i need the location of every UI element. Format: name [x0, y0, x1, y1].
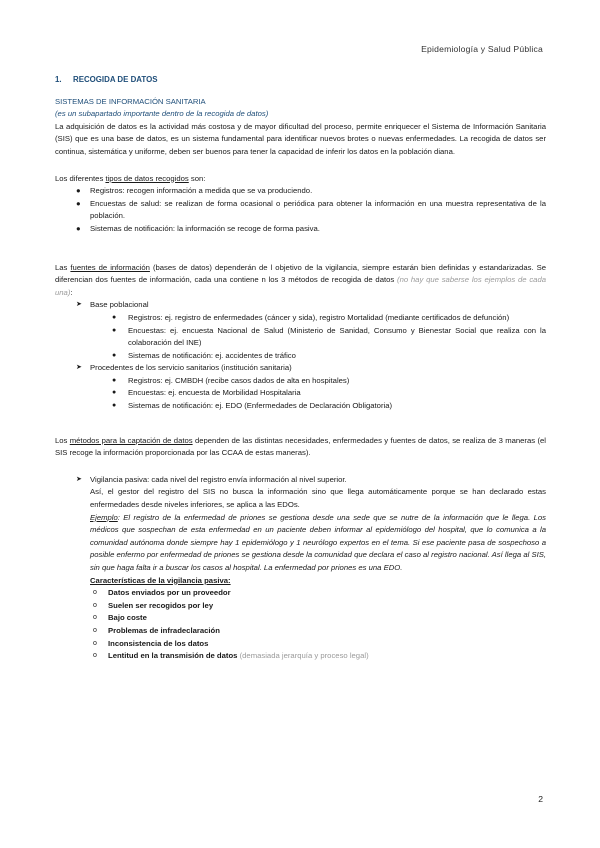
circle-bullet-icon: o	[93, 614, 97, 622]
page-header: Epidemiología y Salud Pública	[421, 44, 543, 54]
list-item: o Lentitud en la transmisión de datos (demasiada jerarquía y proceso legal)	[55, 650, 546, 663]
list-item: ● Sistemas de notificación: ej. EDO (Enfermedades de Declaración Obligatoria)	[55, 400, 546, 413]
circle-bullet-icon: o	[93, 589, 97, 597]
fuentes-paragraph: Las fuentes de información (bases de datos) dependerán de l objetivo de la vigilancia, siempre estarán bien definidas y estandarizadas. Se diferencian dos fuentes de información, cada una contiene n los 3 métodos de recogida de datos (no hay que saberse los ejemplos de cada una):	[55, 262, 546, 297]
circle-bullet-icon: o	[93, 639, 97, 647]
bullet-icon: ●	[112, 313, 117, 321]
document-body	[55, 74, 546, 663]
caract-list	[55, 587, 546, 663]
intro-paragraph: La adquisición de datos es la actividad más costosa y de mayor dificultad del proceso, permite enriquecer el Sistema de Información Sanitaria (SIS) que es una base de datos, es un sistema fundamental para identificar nuevos brotes o nuevas enfermedades. La recogida de datos ser continua, sistemática y uniforme, deben ser buenos para tener la capacidad de inferir los datos en la población diana.	[55, 121, 546, 156]
circle-bullet-icon: o	[93, 626, 97, 634]
bullet-icon: ●	[112, 351, 117, 359]
list-item: o Datos enviados por un proveedor	[55, 587, 546, 600]
arrow-icon: ➤	[76, 475, 82, 483]
list-item: ● Encuestas de salud: se realizan de forma ocasional o periódica para obtener la información en una muestra representativa de la población.	[76, 198, 546, 221]
list-item	[55, 474, 546, 487]
tipos-intro: Los diferentes tipos de datos recogidos son:	[55, 173, 206, 183]
caract-title: Características de la vigilancia pasiva:	[90, 575, 231, 585]
pasiva-list	[55, 474, 546, 487]
fuentes-note: (no hay que saberse los ejemplos de cada una)	[55, 275, 546, 297]
circle-bullet-icon: o	[93, 652, 97, 660]
sub-list	[55, 312, 546, 362]
pasiva-description: Así, el gestor del registro del SIS no busca la información sino que llega automáticamente porque se han declarado estas enfermedades desde niveles inferiores, se aplica a las EDOs.	[90, 487, 546, 510]
list-item: ● Sistemas de notificación: ej. accidentes de tráfico	[55, 350, 546, 363]
list-item: ● Encuestas: ej. encuesta de Morbilidad Hospitalaria	[55, 387, 546, 400]
list-item: o Bajo coste	[55, 612, 546, 625]
list-item: ● Encuestas: ej. encuesta Nacional de Salud (Ministerio de Sanidad, Consumo y Bienestar Social que realiza con la colaboración del INE)	[112, 325, 546, 348]
list-item: ➤ Base poblacional ● Registros: ej. registro de enfermedades (cáncer y sida), registro Mortalidad (mediante certificados de defunción) ● Encuestas: ej. encuesta Nacional de Salud (Ministerio de Sanidad, Consumo y Bienestar Social que realiza con la colaboración del INE) ● Sistemas de notificación: ej. accidentes de tráfico	[55, 299, 546, 362]
bullet-icon: ●	[76, 186, 81, 196]
section-title: RECOGIDA DE DATOS	[73, 75, 158, 84]
fuentes-list	[55, 299, 546, 412]
bullet-icon: ●	[112, 326, 117, 334]
example-label: Ejemplo	[90, 512, 118, 522]
page-number: 2	[538, 794, 543, 804]
fuentes-underlined: fuentes de información	[70, 262, 150, 272]
circle-bullet-icon: o	[93, 601, 97, 609]
bullet-icon: ●	[112, 402, 117, 410]
section-heading	[55, 74, 546, 87]
sub-list	[55, 375, 546, 413]
list-item: o Suelen ser recogidos por ley	[55, 600, 546, 613]
subsection-note: (es un subapartado importante dentro de la recogida de datos)	[55, 109, 269, 119]
arrow-icon: ➤	[76, 301, 82, 309]
list-item: ● Registros: ej. CMBDH (recibe casos dados de alta en hospitales)	[55, 375, 546, 388]
section-number: 1.	[55, 75, 62, 84]
list-item: o Inconsistencia de los datos	[55, 638, 546, 651]
bullet-icon: ●	[112, 389, 117, 397]
list-item: ● Sistemas de notificación: la información se recoge de forma pasiva.	[55, 223, 546, 236]
arrow-icon: ➤	[76, 364, 82, 372]
subsection-title: SISTEMAS DE INFORMACIÓN SANITARIA	[55, 96, 206, 106]
metodos-paragraph: Los métodos para la captación de datos dependen de las distintas necesidades, enfermedades y fuentes de datos, se realiza de 3 maneras (el SIS recoge la información proporcionada por las CCAA de estas maneras).	[55, 435, 546, 458]
metodos-underlined: métodos para la captación de datos	[69, 435, 193, 445]
list-item: ● Registros: ej. registro de enfermedades (cáncer y sida), registro Mortalidad (mediante certificados de defunción)	[55, 312, 546, 325]
bullet-icon: ●	[76, 198, 81, 208]
list-item: o Problemas de infradeclaración	[55, 625, 546, 638]
tipos-underlined: tipos de datos recogidos	[105, 173, 189, 183]
tipos-list	[55, 185, 546, 235]
bullet-icon: ●	[76, 223, 81, 233]
list-item: ➤ Procedentes de los servicio sanitarios (institución sanitaria) ● Registros: ej. CMBDH (recibe casos dados de alta en hospitales) ● Encuestas: ej. encuesta de Morbilidad Hospitalaria ● Sistemas de notificación: ej. EDO (Enfermedades de Declaración Obligatoria)	[55, 362, 546, 412]
bullet-icon: ●	[112, 376, 117, 384]
lentitud-note: (demasiada jerarquía y proceso legal)	[239, 651, 369, 661]
list-item: ● Registros: recogen información a medida que se va produciendo.	[55, 185, 546, 198]
pasiva-title: Vigilancia pasiva: cada nivel del registro envía información al nivel superior.	[90, 474, 347, 484]
pasiva-example: Ejemplo: El registro de la enfermedad de priones se gestiona desde una sede que se nutre de la información que le llega. Los médicos que sospechan de esta enfermedad en un paciente deben informar al epidemiólogo del hospital, que lo comunica a la comunidad autónoma donde siempre hay 1 epidemiólogo y 1 neurólogo expertos en el tema. Si ese paciente pasa de sospechoso a posible enfermo por enfermedad de priones se gestiona desde la comunidad que declara el caso al registro nacional. Así llega al SIS, sin que haga falta ir a buscar los casos al hospital. La enfermedad por priones es una EDO.	[90, 512, 546, 572]
